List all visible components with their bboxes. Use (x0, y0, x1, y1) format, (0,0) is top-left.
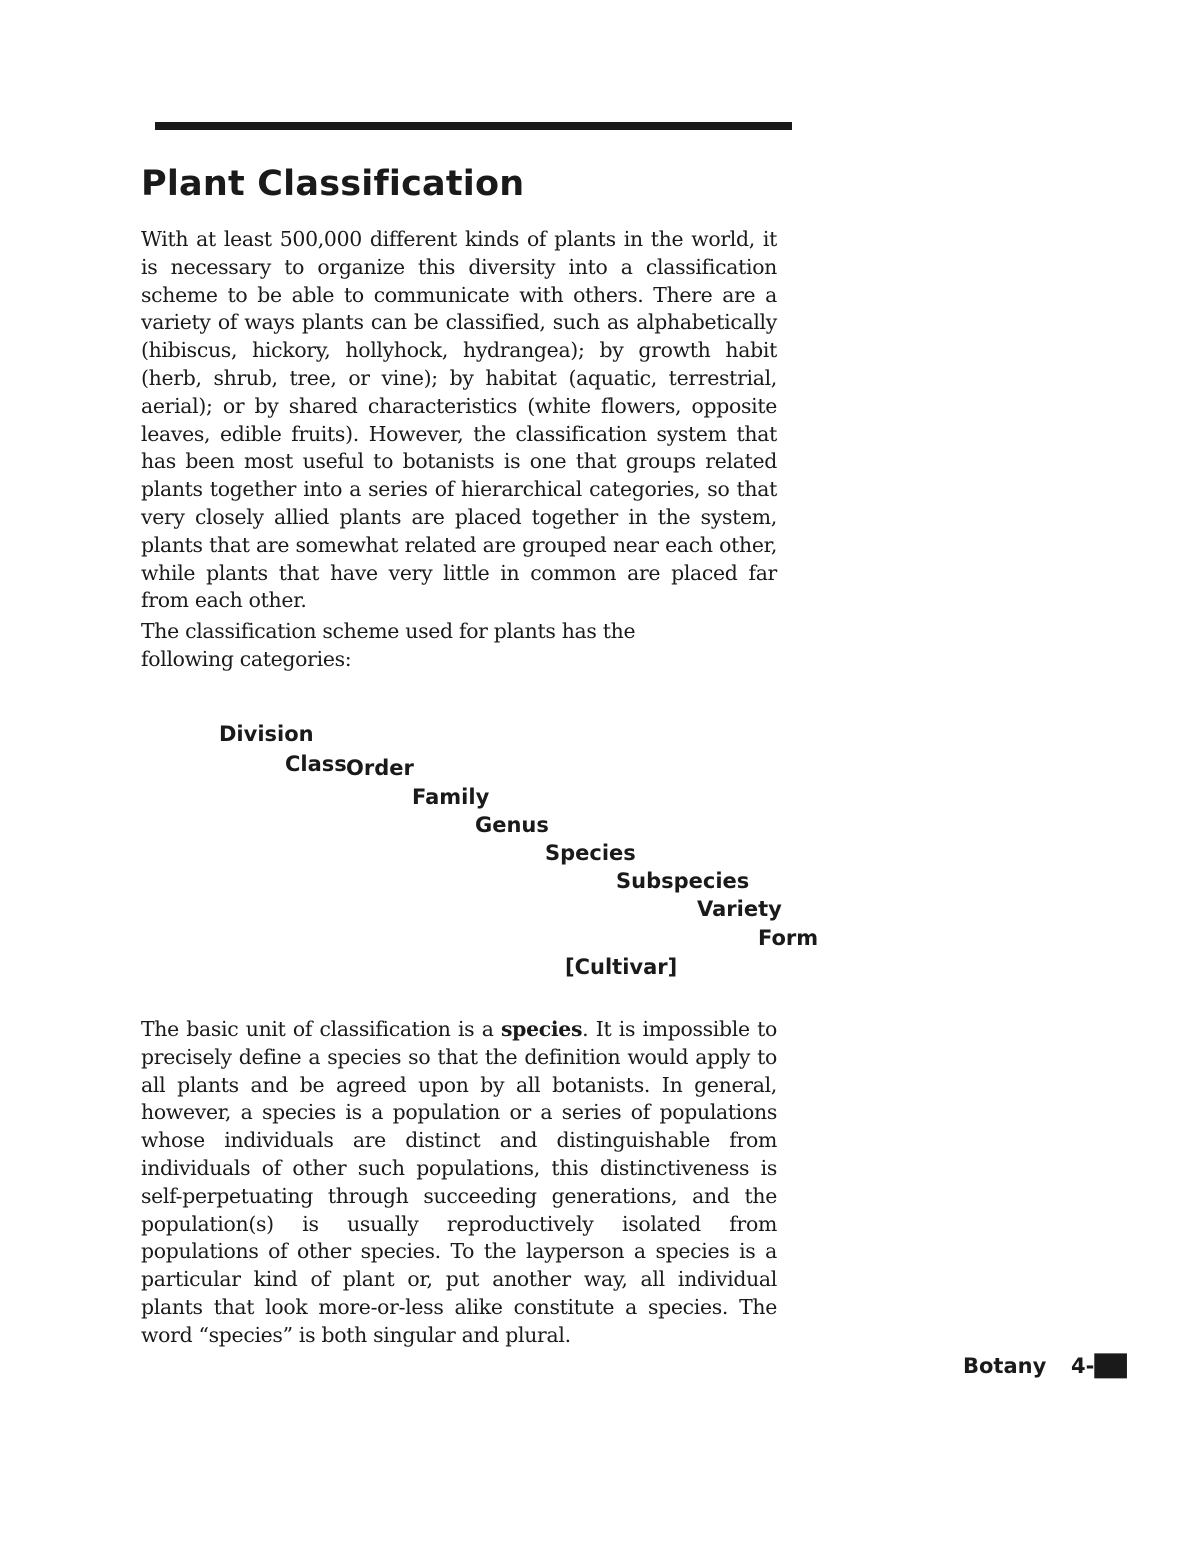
species-paragraph (141, 1016, 777, 1350)
header-rule (155, 122, 792, 130)
species-term: species (500, 1017, 583, 1041)
category-species: Species (545, 841, 636, 865)
categories-intro-paragraph (141, 618, 777, 674)
category-class: Class (285, 752, 347, 776)
category-order: Order (346, 756, 414, 780)
category-cultivar: [Cultivar] (565, 955, 678, 979)
category-division: Division (219, 722, 314, 746)
categories-intro-line-1: The classification scheme used for plants has the (141, 619, 636, 643)
species-paragraph-rest: . It is impossible to precisely define a species so that the definition would apply to all plants and be agreed upon by all botanists. In general, however, a species is a population or a series of populations whose individuals are distinct and distinguishable from individuals of other such populations, this distinctiveness is self-perpetuating through succeeding generations, and the population(s) is usually reproductively isolated from populations of other species. To the layperson a species is a particular kind of plant or, put another way, all individual plants that look more-or-less alike constitute a species. The word “species” is both singular and plural. (141, 1017, 777, 1347)
category-genus: Genus (475, 813, 549, 837)
category-family: Family (412, 785, 490, 809)
species-paragraph-start: The basic unit of classification is a (141, 1017, 501, 1041)
category-form: Form (758, 926, 819, 950)
footer-section-label: Botany (963, 1354, 1047, 1378)
intro-paragraph: With at least 500,000 different kinds of plants in the world, it is necessary to organize this diversity into a classification scheme to be able to communicate with others. There are a variety of ways plants can be classified, such as alphabetically (hibiscus, hickory, hollyhock, hydrangea); by growth habit (herb, shrub, tree, or vine); by habitat (aquatic, terrestrial, aerial); or by shared characteristics (white flowers, opposite leaves, edible fruits). However, the classification system that has been most useful to botanists is one that groups related plants together into a series of hierarchical categories, so that very closely allied plants are placed together in the system, plants that are somewhat related are grouped near each other, while plants that have very little in common are placed far from each other. (141, 227, 777, 613)
categories-intro-line-2: following categories: (141, 646, 352, 671)
page-title: Plant Classification (141, 164, 525, 204)
category-subspecies: Subspecies (616, 869, 750, 893)
category-variety: Variety (697, 897, 782, 921)
footer-page-number: 4-██ (1071, 1354, 1127, 1378)
